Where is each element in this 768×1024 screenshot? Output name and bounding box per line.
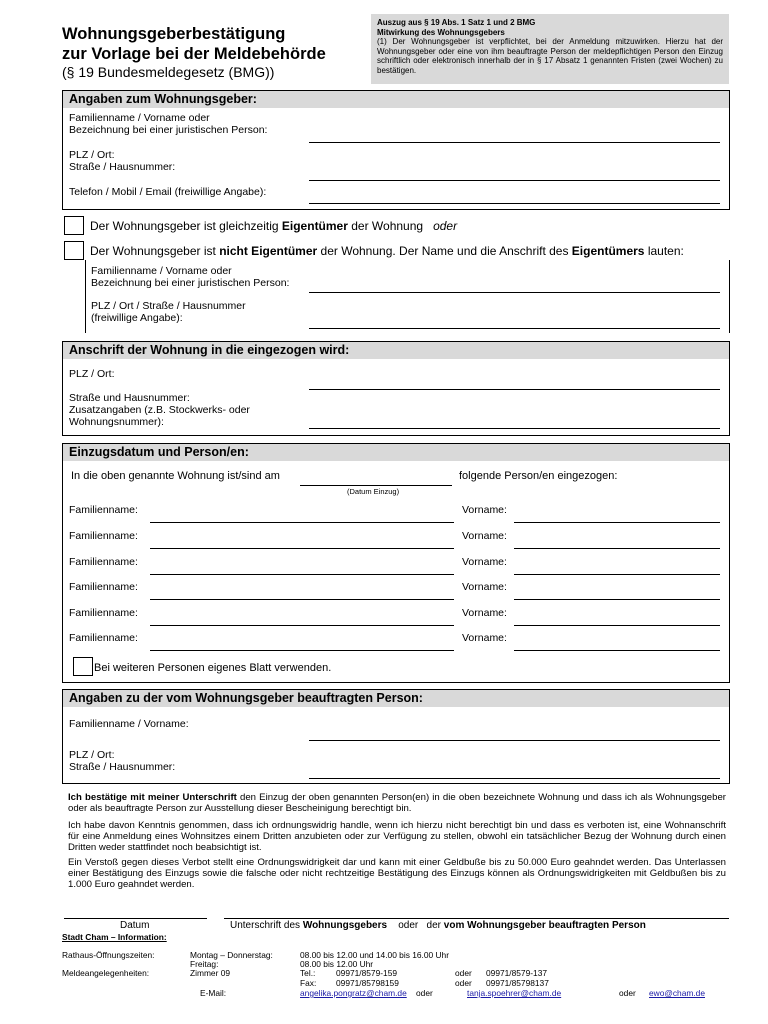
apartment-street-label: Straße und Hausnummer: xyxy=(69,392,190,404)
person4-firstname-field[interactable] xyxy=(514,599,720,600)
legal-paragraph-2: Ich habe davon Kenntnis genommen, dass ich ordnungswidrig handle, wenn ich hierzu nicht berechtigt bin und dass es verboten ist, eine Wohnanschrift für eine Anmeldung eines Wohnsitzes einem Dritten anzubieten oder zur Verfügung zu stellen, obwohl ein tatsächlicher Bezug der Wohnung durch einen Dritten weder stattfindet noch beabsichtigt ist. xyxy=(68,820,726,854)
landlord-name-field[interactable] xyxy=(309,142,720,143)
move-in-intro: In die oben genannte Wohnung ist/sind am xyxy=(71,470,280,482)
apartment-extra-label1: Zusatzangaben (z.B. Stockwerks- oder xyxy=(69,404,250,416)
footer-email-oder2: oder xyxy=(619,988,636,998)
owner-yes-checkbox[interactable] xyxy=(64,216,84,235)
person5-firstname-label: Vorname: xyxy=(462,607,507,619)
person1-surname-field[interactable] xyxy=(150,522,454,523)
section-landlord-title: Angaben zum Wohnungsgeber: xyxy=(63,91,729,108)
extra-sheet-text: Bei weiteren Personen eigenes Blatt verwenden. xyxy=(94,662,332,674)
footer-days1: Montag – Donnerstag: xyxy=(190,950,273,960)
owner-name-label1: Familienname / Vorname oder xyxy=(91,265,232,277)
apartment-street-field[interactable] xyxy=(309,428,720,429)
footer-time1: 08.00 bis 12.00 und 14.00 bis 16.00 Uhr xyxy=(300,950,449,960)
footer-tel-oder: oder xyxy=(455,968,472,978)
representative-street-label: Straße / Hausnummer: xyxy=(69,761,176,773)
person6-surname-label: Familienname: xyxy=(69,632,138,644)
signature-date-label: Datum xyxy=(120,920,150,931)
section-move-in-title: Einzugsdatum und Person/en: xyxy=(63,444,729,461)
person4-firstname-label: Vorname: xyxy=(462,581,507,593)
owner-block-right-border xyxy=(729,260,730,333)
person5-surname-field[interactable] xyxy=(150,625,454,626)
footer-email-label: E-Mail: xyxy=(200,988,227,998)
footer-office-label: Meldeangelegenheiten: xyxy=(62,968,150,978)
landlord-phone-field[interactable] xyxy=(309,203,720,204)
extra-sheet-checkbox[interactable] xyxy=(73,657,93,676)
landlord-name-label1: Familienname / Vorname oder xyxy=(69,112,210,124)
person2-firstname-label: Vorname: xyxy=(462,530,507,542)
owner-name-field[interactable] xyxy=(309,292,720,293)
person3-firstname-label: Vorname: xyxy=(462,556,507,568)
footer-fax-label: Fax: xyxy=(300,978,317,988)
footer-room: Zimmer 09 xyxy=(190,968,231,978)
person5-firstname-field[interactable] xyxy=(514,625,720,626)
apartment-extra-label2: Wohnungsnummer): xyxy=(69,416,164,428)
person1-surname-label: Familienname: xyxy=(69,504,138,516)
signature-label: Unterschrift des Wohnungsgebers oder der vom Wohnungsgeber beauftragten Person xyxy=(230,920,646,931)
person4-surname-field[interactable] xyxy=(150,599,454,600)
legal-paragraph-1: Ich bestätige mit meiner Unterschrift den Einzug der oben genannten Person(en) in die oben bezeichnete Wohnung und dass ich als Wohnungsgeber oder als beauftragte Person zur Ausstellung dieser Bescheinigung berechtigt bin. xyxy=(68,792,726,815)
landlord-name-label2: Bezeichnung bei einer juristischen Person: xyxy=(69,124,268,136)
owner-name-label2: Bezeichnung bei einer juristischen Person: xyxy=(91,277,290,289)
person6-firstname-label: Vorname: xyxy=(462,632,507,644)
form-subtitle: (§ 19 Bundesmeldegesetz (BMG)) xyxy=(62,64,275,80)
person2-surname-field[interactable] xyxy=(150,548,454,549)
footer-fax1: 09971/85798159 xyxy=(336,978,399,988)
footer-tel2: 09971/8579-137 xyxy=(486,968,548,978)
info-heading1: Auszug aus § 19 Abs. 1 Satz 1 und 2 BMG xyxy=(377,18,536,27)
footer-hours-label: Rathaus-Öffnungszeiten: xyxy=(62,950,155,960)
landlord-phone-label: Telefon / Mobil / Email (freiwillige Angabe): xyxy=(69,186,267,198)
move-in-date-field[interactable] xyxy=(300,485,452,486)
section-representative-title: Angaben zu der vom Wohnungsgeber beauftragten Person: xyxy=(63,690,729,707)
owner-address-field[interactable] xyxy=(309,328,720,329)
legal-info-box xyxy=(371,14,729,84)
person1-firstname-field[interactable] xyxy=(514,522,720,523)
footer-email-oder1: oder xyxy=(416,988,433,998)
info-heading2: Mitwirkung des Wohnungsgebers xyxy=(377,27,505,37)
person4-surname-label: Familienname: xyxy=(69,581,138,593)
owner-no-text: Der Wohnungsgeber ist nicht Eigentümer der Wohnung. Der Name und die Anschrift des Eigentümers lauten: xyxy=(90,244,684,258)
footer-tel-label: Tel.: xyxy=(300,968,316,978)
move-in-date-hint: (Datum Einzug) xyxy=(347,487,400,496)
footer-email3-link[interactable]: ewo@cham.de xyxy=(649,988,705,998)
legal-paragraph-3: Ein Verstoß gegen dieses Verbot stellt eine Ordnungswidrigkeit dar und kann mit einer Geldbuße bis zu 50.000 Euro geahndet werden. Das Unterlassen einer Bestätigung des Einzugs sowie die falsche oder nicht rechtzeitige Bestätigung des Einzugs können als Ordnungswidrigkeiten mit Geldbußen bis zu 1.000 Euro geahndet werden. xyxy=(68,857,726,891)
representative-address-field[interactable] xyxy=(309,778,720,779)
landlord-street-label: Straße / Hausnummer: xyxy=(69,161,176,173)
footer-heading: Stadt Cham – Information: xyxy=(62,932,167,942)
person6-surname-field[interactable] xyxy=(150,650,454,651)
person5-surname-label: Familienname: xyxy=(69,607,138,619)
footer-days2: Freitag: xyxy=(190,959,219,969)
owner-address-label2: (freiwillige Angabe): xyxy=(91,312,183,324)
footer-email1-link[interactable]: angelika.pongratz@cham.de xyxy=(300,988,407,998)
person3-firstname-field[interactable] xyxy=(514,574,720,575)
info-text: (1) Der Wohnungsgeber ist verpflichtet, bei der Anmeldung mitzuwirken. Hierzu hat der Wohnungsgeber oder eine von ihm beauftragte Person der meldepflichtigen Person den Einzug schriftlich oder elektronisch innerhalb der in § 17 Absatz 1 genannten Fristen (zwei Wochen) zu bestätigen. xyxy=(377,37,723,75)
person2-surname-label: Familienname: xyxy=(69,530,138,542)
representative-plz-label: PLZ / Ort: xyxy=(69,749,115,761)
person6-firstname-field[interactable] xyxy=(514,650,720,651)
footer-fax2: 09971/85798137 xyxy=(486,978,549,988)
footer-time2: 08.00 bis 12.00 Uhr xyxy=(300,959,374,969)
representative-name-field[interactable] xyxy=(309,740,720,741)
form-title-line2: zur Vorlage bei der Meldebehörde xyxy=(62,45,326,63)
person3-surname-field[interactable] xyxy=(150,574,454,575)
landlord-address-field[interactable] xyxy=(309,180,720,181)
owner-block-left-border xyxy=(85,260,86,333)
move-in-intro-post: folgende Person/en eingezogen: xyxy=(459,470,618,482)
section-apartment-title: Anschrift der Wohnung in die eingezogen wird: xyxy=(63,342,729,359)
signature-field[interactable] xyxy=(224,918,729,919)
owner-no-checkbox[interactable] xyxy=(64,241,84,260)
person3-surname-label: Familienname: xyxy=(69,556,138,568)
owner-address-label1: PLZ / Ort / Straße / Hausnummer xyxy=(91,300,246,312)
person1-firstname-label: Vorname: xyxy=(462,504,507,516)
footer-fax-oder: oder xyxy=(455,978,472,988)
signature-date-field[interactable] xyxy=(64,918,207,919)
landlord-plz-label: PLZ / Ort: xyxy=(69,149,115,161)
form-title-line1: Wohnungsgeberbestätigung xyxy=(62,25,286,43)
footer-tel1: 09971/8579-159 xyxy=(336,968,398,978)
owner-yes-text: Der Wohnungsgeber ist gleichzeitig Eigentümer der Wohnung oder xyxy=(90,219,458,233)
representative-name-label: Familienname / Vorname: xyxy=(69,718,189,730)
footer-email2-link[interactable]: tanja.spoehrer@cham.de xyxy=(467,988,562,998)
person2-firstname-field[interactable] xyxy=(514,548,720,549)
apartment-plz-field[interactable] xyxy=(309,389,720,390)
apartment-plz-label: PLZ / Ort: xyxy=(69,368,115,380)
